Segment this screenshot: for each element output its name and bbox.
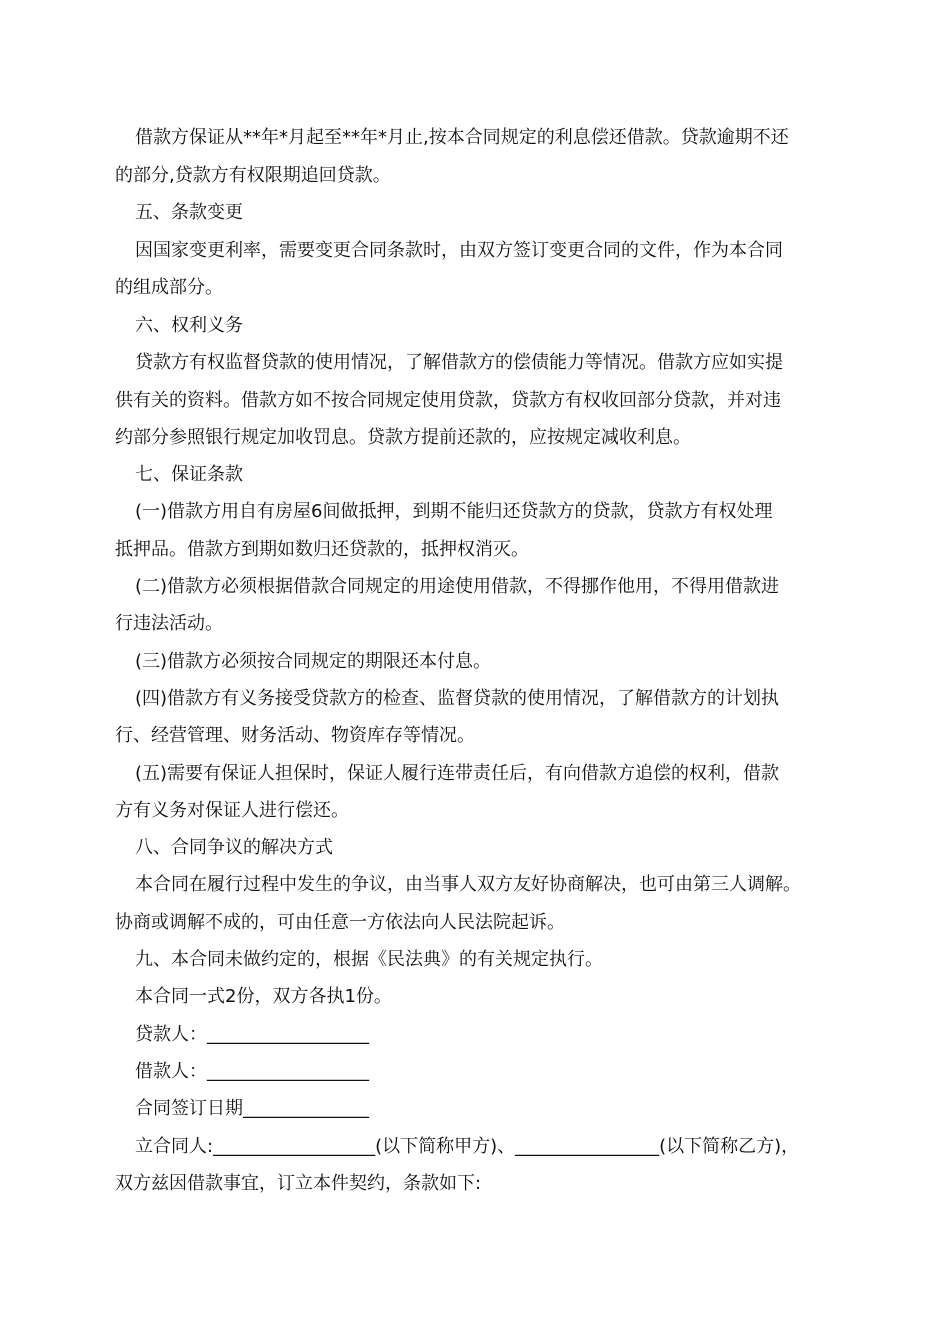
clause-5-line-1: (五)需要有保证人担保时，保证人履行连带责任后，有向借款方追偿的权利，借款 [135,763,780,784]
paragraph-rights-line-2: 供有关的资料。借款方如不按合同规定使用贷款，贷款方有权收回部分贷款，并对违 [115,390,781,411]
paragraph-rights-line-3: 约部分参照银行规定加收罚息。贷款方提前还款的，应按规定减收利息。 [115,427,691,448]
clause-3: (三)借款方必须按合同规定的期限还本付息。 [135,651,492,672]
clause-2-line-2: 行违法活动。 [115,613,223,634]
parties-intro-line-1: 立合同人:__________________(以下简称甲方)、________________(以下简称乙方)， [135,1136,800,1157]
paragraph-terms-change-line-1: 因国家变更利率，需要变更合同条款时，由双方签订变更合同的文件，作为本合同 [135,240,783,261]
paragraph-dispute-line-2: 协商或调解不成的，可由任意一方依法向人民法院起诉。 [115,912,565,933]
clause-2-line-1: (二)借款方必须根据借款合同规定的用途使用借款，不得挪作他用，不得用借款进 [135,576,780,597]
clause-4-line-1: (四)借款方有义务接受贷款方的检查、监督贷款的使用情况，了解借款方的计划执 [135,688,780,709]
section-heading-guarantee-terms: 七、保证条款 [135,464,243,485]
parties-intro-line-2: 双方兹因借款事宜，订立本件契约，条款如下: [115,1173,482,1194]
lender-signature-line: 贷款人：__________________ [135,1024,369,1045]
paragraph-dispute-line-1: 本合同在履行过程中发生的争议，由当事人双方友好协商解决，也可由第三人调解。 [135,874,801,895]
section-heading-dispute-resolution: 八、合同争议的解决方式 [135,837,333,858]
paragraph-repayment-guarantee-line-1: 借款方保证从**年*月起至**年*月止,按本合同规定的利息偿还借款。贷款逾期不还 [135,127,789,148]
borrower-signature-line: 借款人：__________________ [135,1061,369,1082]
clause-1-line-1: (一)借款方用自有房屋6间做抵押，到期不能归还贷款方的贷款，贷款方有权处理 [135,501,773,522]
clause-1-line-2: 抵押品。借款方到期如数归还贷款的，抵押权消灭。 [115,539,529,560]
paragraph-repayment-guarantee-line-2: 的部分,贷款方有权限期追回贷款。 [115,165,391,186]
section-heading-terms-change: 五、条款变更 [135,202,243,223]
clause-4-line-2: 行、经营管理、财务活动、物资库存等情况。 [115,725,475,746]
paragraph-terms-change-line-2: 的组成部分。 [115,277,223,298]
section-heading-civil-code: 九、本合同未做约定的，根据《民法典》的有关规定执行。 [135,949,603,970]
copies-statement: 本合同一式2份，双方各执1份。 [135,986,392,1007]
clause-5-line-2: 方有义务对保证人进行偿还。 [115,800,349,821]
paragraph-rights-line-1: 贷款方有权监督贷款的使用情况，了解借款方的偿债能力等情况。借款方应如实提 [135,352,783,373]
section-heading-rights-obligations: 六、权利义务 [135,315,243,336]
signing-date-line: 合同签订日期______________ [135,1098,369,1119]
